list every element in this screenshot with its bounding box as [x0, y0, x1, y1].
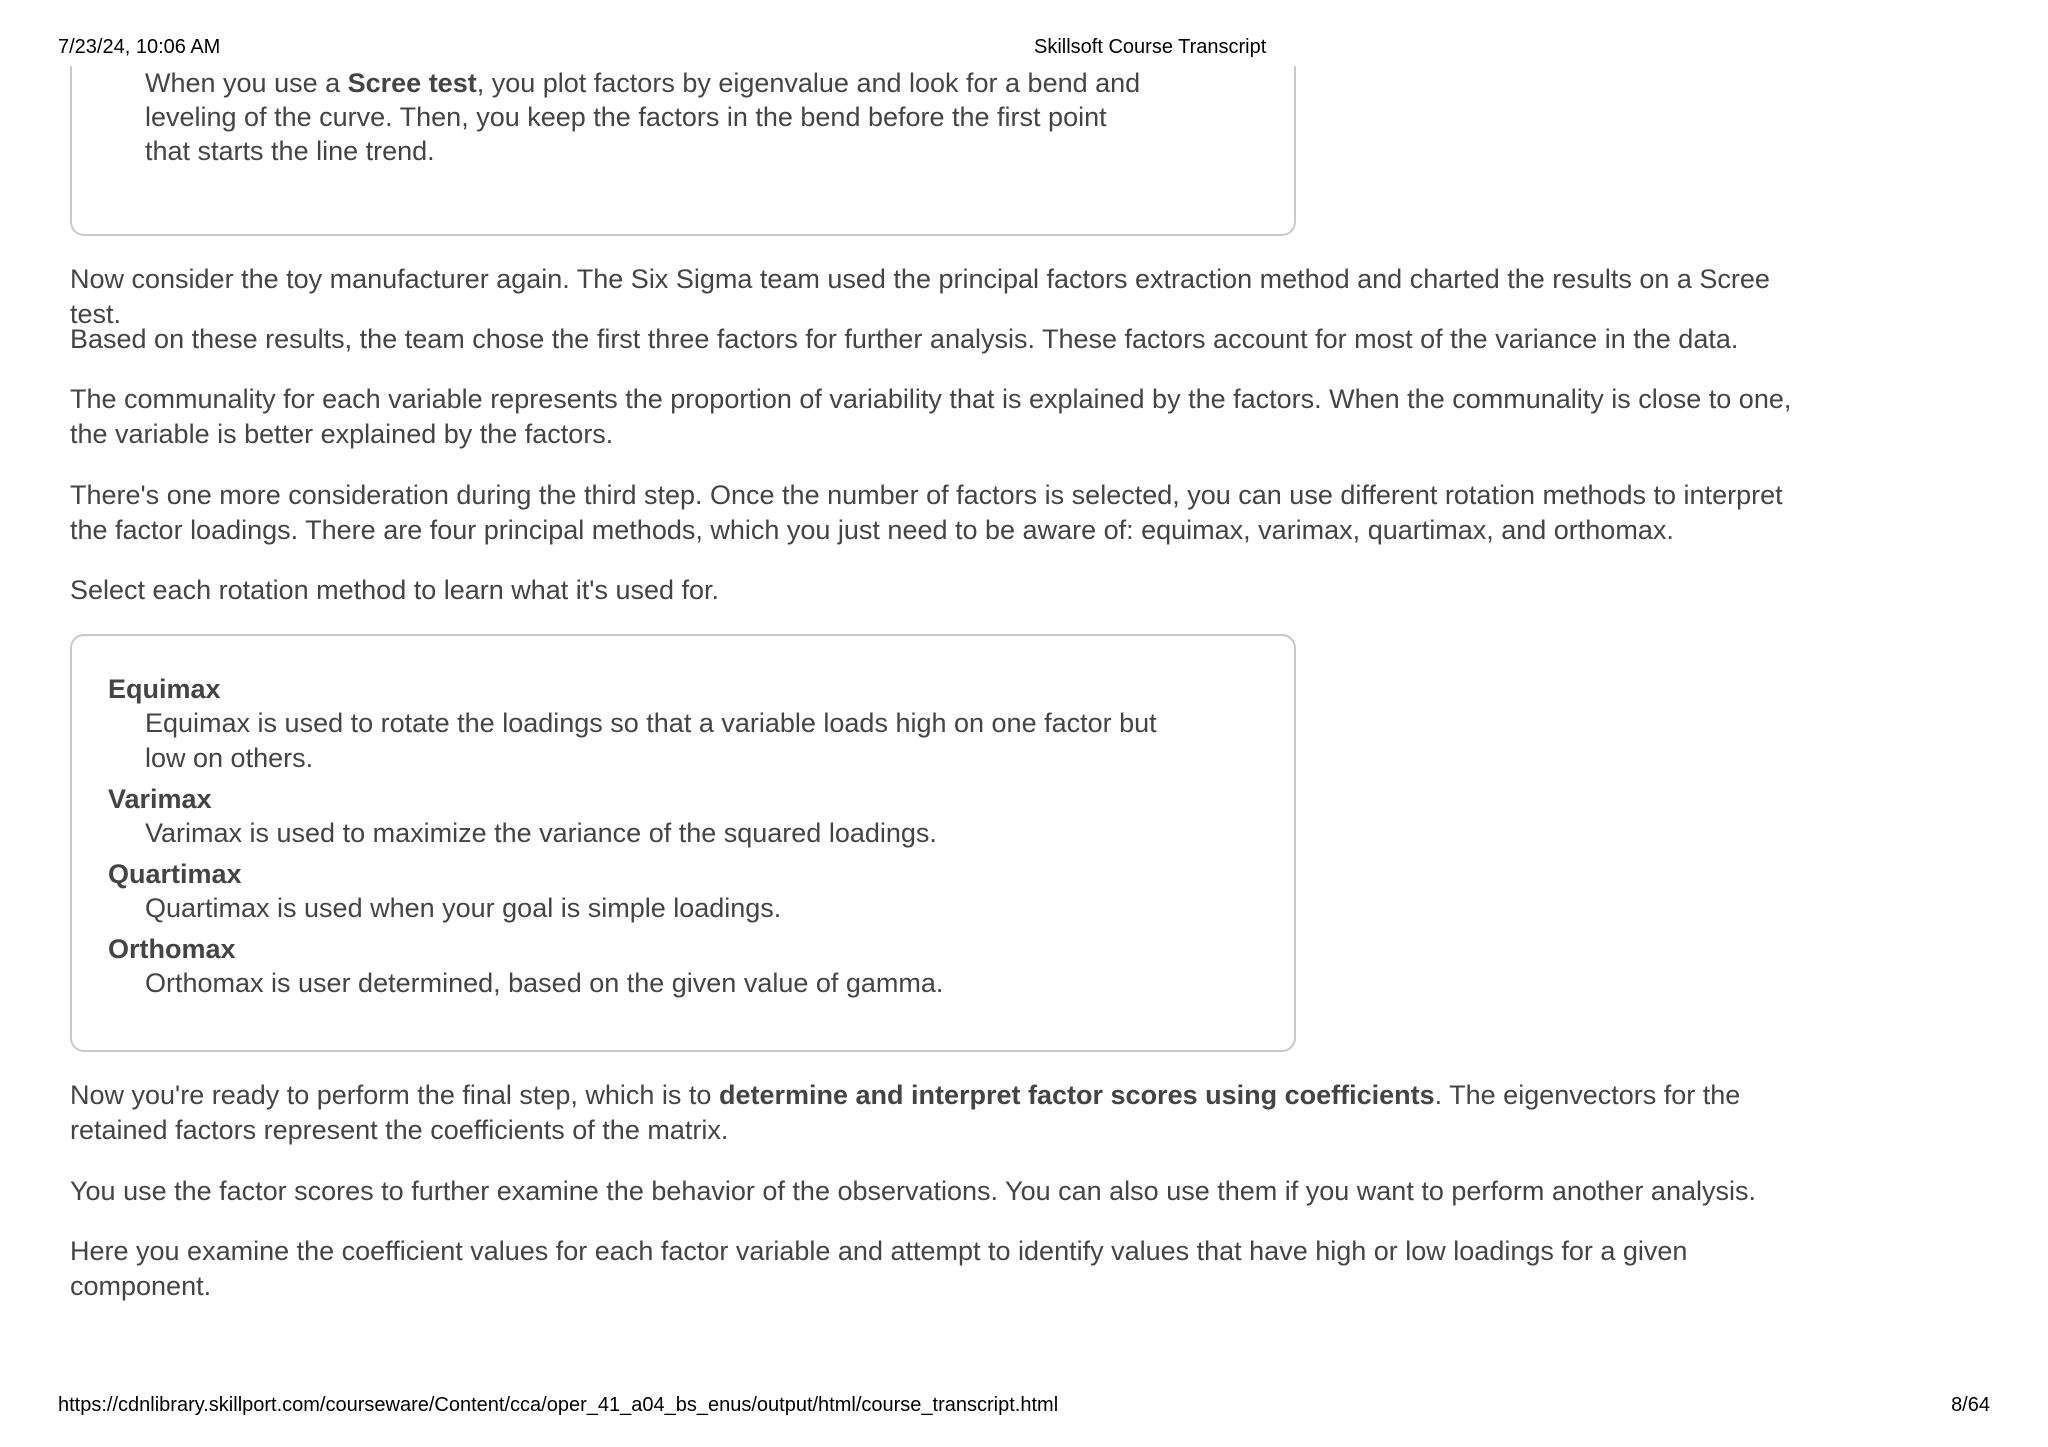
rotation-desc-equimax: Equimax is used to rotate the loadings so that a variable loads high on one factor but low on others.	[145, 708, 1157, 773]
scree-test-term: Scree test	[347, 68, 477, 98]
scree-test-definition: When you use a Scree test, you plot factors by eigenvalue and look for a bend and leveling of the curve. Then, you keep the factors in the bend before the first point that starts the line trend.	[145, 68, 1141, 166]
paragraph-coefficient-values: Here you examine the coefficient values for each factor variable and attempt to identify values that have high or low loadings for a given component.	[70, 1236, 1688, 1301]
rotation-desc-varimax: Varimax is used to maximize the variance of the squared loadings.	[145, 818, 937, 848]
page-number: 8/64	[1951, 1394, 1990, 1416]
rotation-desc-orthomax: Orthomax is user determined, based on the given value of gamma.	[145, 968, 944, 998]
rotation-term-equimax[interactable]: Equimax	[108, 674, 221, 704]
page-url: https://cdnlibrary.skillport.com/courseware/Content/cca/oper_41_a04_bs_enus/output/html/course_transcript.html	[58, 1394, 1059, 1416]
rotation-methods-box	[70, 634, 1296, 1052]
print-footer	[58, 1394, 1990, 1420]
print-header	[58, 36, 1990, 62]
rotation-term-varimax[interactable]: Varimax	[108, 784, 212, 814]
paragraph-select-rotation: Select each rotation method to learn what it's used for.	[70, 575, 720, 605]
paragraph-rotation-methods: There's one more consideration during the third step. Once the number of factors is selected, you can use different rotation methods to interpret the factor loadings. There are four principal methods, which you just need to be aware of: equimax, varimax, quartimax, and orthomax.	[70, 480, 1783, 545]
scree-test-definition-box	[70, 66, 1296, 236]
paragraph-toy-manufacturer: Now consider the toy manufacturer again. The Six Sigma team used the principal factors extraction method and charted the results on a Scree test.	[70, 264, 1770, 329]
paragraph-first-three-factors: Based on these results, the team chose the first three factors for further analysis. These factors account for most of the variance in the data.	[70, 324, 1739, 354]
print-datetime: 7/23/24, 10:06 AM	[58, 36, 221, 58]
rotation-desc-quartimax: Quartimax is used when your goal is simple loadings.	[145, 893, 782, 923]
document-title: Skillsoft Course Transcript	[1034, 36, 1267, 58]
rotation-term-quartimax[interactable]: Quartimax	[108, 859, 242, 889]
paragraph-factor-scores: You use the factor scores to further examine the behavior of the observations. You can also use them if you want to perform another analysis.	[70, 1176, 1756, 1206]
rotation-methods-list	[108, 672, 1208, 1007]
final-step-term: determine and interpret factor scores using coefficients	[718, 1080, 1435, 1110]
rotation-term-orthomax[interactable]: Orthomax	[108, 934, 236, 964]
paragraph-communality: The communality for each variable represents the proportion of variability that is explained by the factors. When the communality is close to one, the variable is better explained by the factors.	[70, 384, 1792, 449]
paragraph-final-step: Now you're ready to perform the final step, which is to determine and interpret factor scores using coefficients. The eigenvectors for the retained factors represent the coefficients of the matrix.	[70, 1080, 1741, 1145]
